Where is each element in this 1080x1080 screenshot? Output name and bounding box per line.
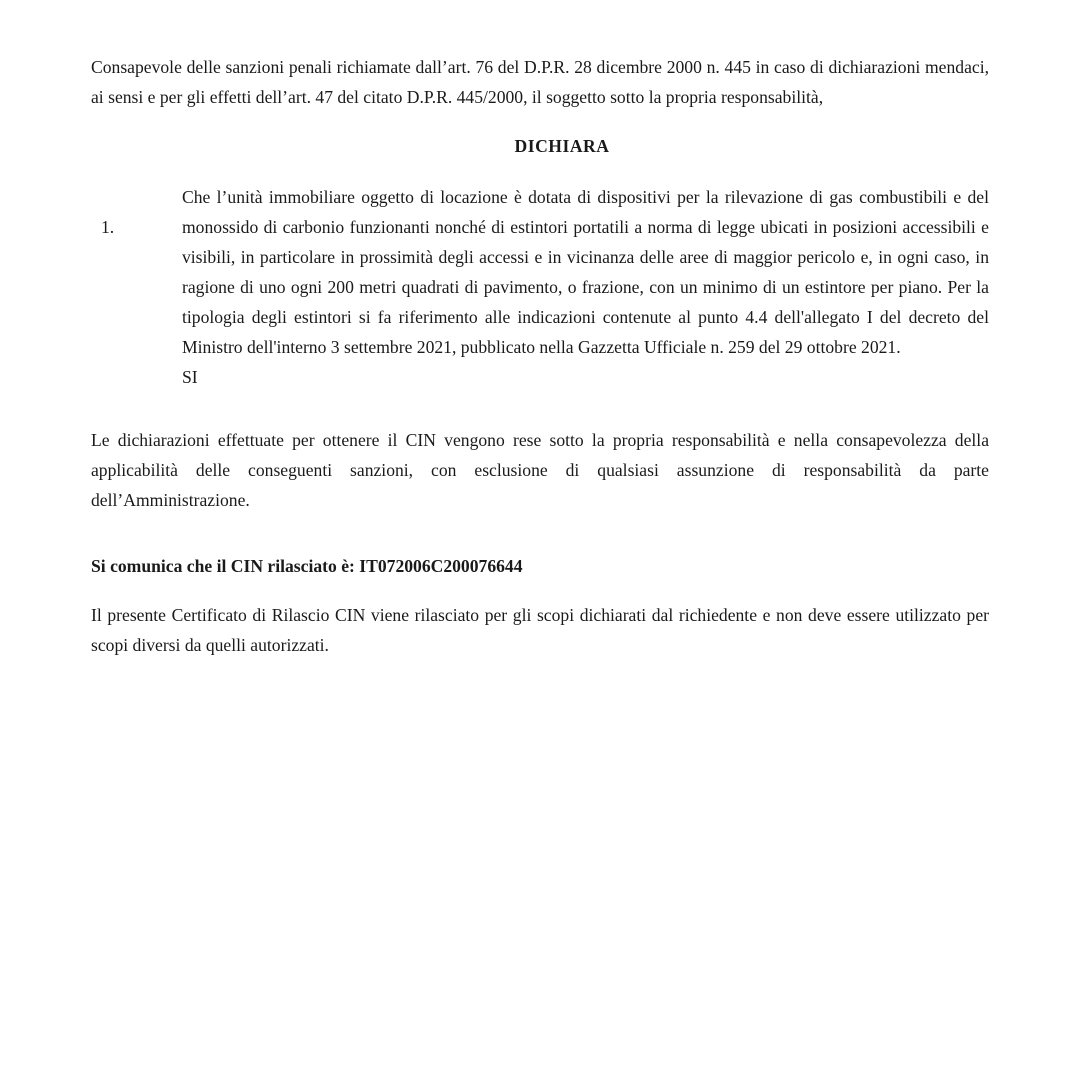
closing-paragraph: Le dichiarazioni effettuate per ottenere il CIN vengono rese sotto la propria responsabilità e nella consapevolezza della applicabilità delle conseguenti sanzioni, con esclusione di qualsiasi assunzione di responsabilità da parte dell’Amministrazione.	[91, 430, 989, 510]
item-number: 1.	[101, 217, 115, 237]
final-note: Il presente Certificato di Rilascio CIN viene rilasciato per gli scopi dichiarati dal richiedente e non deve essere utilizzato per scopi diversi da quelli autorizzati.	[91, 605, 989, 655]
intro-paragraph: Consapevole delle sanzioni penali richiamate dall’art. 76 del D.P.R. 28 dicembre 2000 n. 445 in caso di dichiarazioni mendaci, ai sensi e per gli effetti dell’art. 47 del citato D.P.R. 445/2000, il soggetto sotto la propria responsabilità,	[91, 57, 989, 107]
cin-statement: Si comunica che il CIN rilasciato è: IT072006C200076644	[91, 556, 523, 576]
item-body	[182, 182, 989, 392]
item-answer: SI	[182, 367, 198, 387]
item-text: Che l’unità immobiliare oggetto di locazione è dotata di dispositivi per la rilevazione di gas combustibili e del monossido di carbonio funzionanti nonché di estintori portatili a norma di legge ubicati in posizioni accessibili e visibili, in particolare in prossimità degli accessi e in vicinanza delle aree di maggior pericolo e, in ogni caso, in ragione di uno ogni 200 metri quadrati di pavimento, o frazione, con un minimo di un estintore per piano. Per la tipologia degli estintori si fa riferimento alle indicazioni contenute al punto 4.4 dell'allegato I del decreto del Ministro dell'interno 3 settembre 2021, pubblicato nella Gazzetta Ufficiale n. 259 del 29 ottobre 2021.	[182, 187, 989, 357]
document-page	[91, 52, 989, 660]
declaration-heading: DICHIARA	[514, 136, 610, 156]
declaration-item	[91, 182, 989, 392]
